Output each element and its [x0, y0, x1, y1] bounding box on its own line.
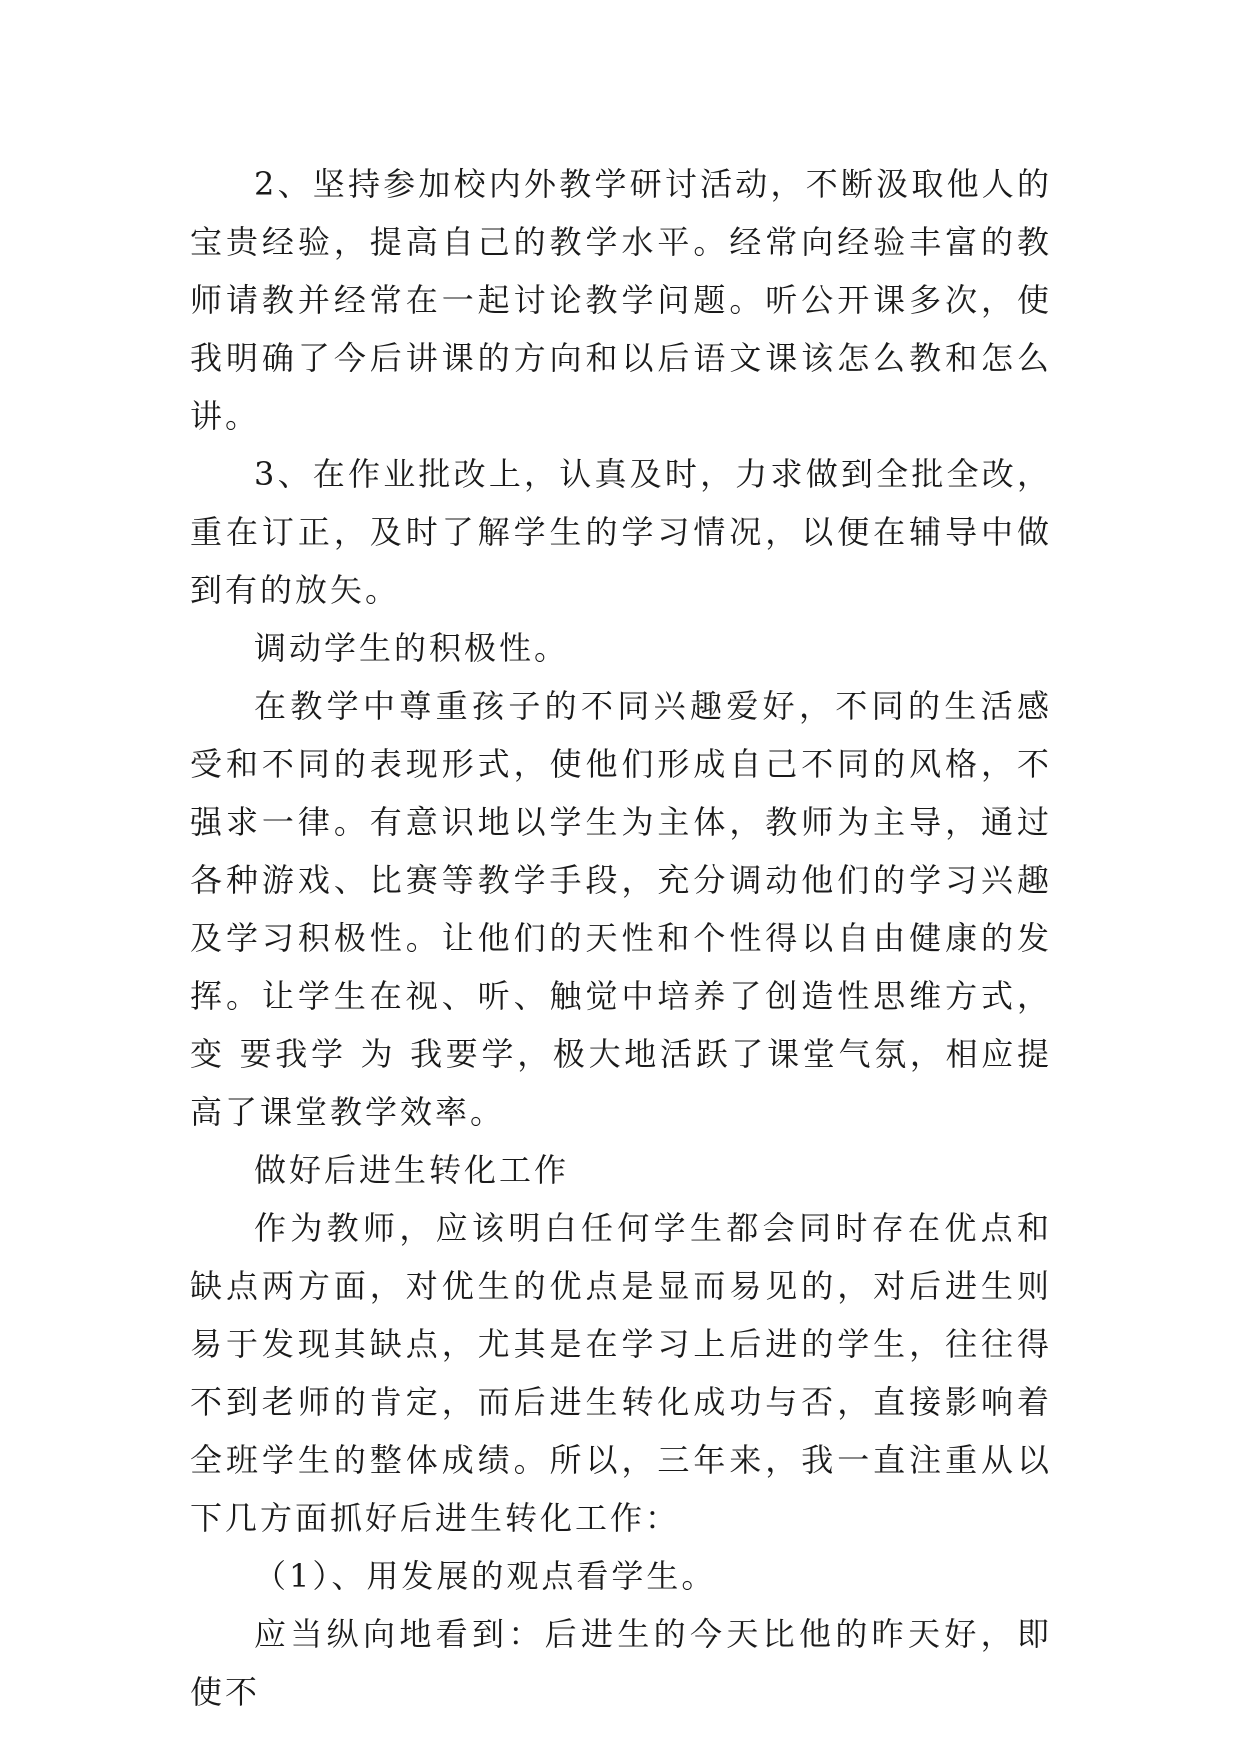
paragraph-item-3: 3、在作业批改上，认真及时，力求做到全批全改，重在订正，及时了解学生的学习情况，以便在辅导中做到有的放矢。 [190, 455, 1052, 609]
subheading-development-view: （1）、用发展的观点看学生。 [254, 1557, 717, 1595]
section-heading-underachievers: 做好后进生转化工作 [254, 1151, 570, 1189]
paragraph-underachievers: 作为教师，应该明白任何学生都会同时存在优点和缺点两方面，对优生的优点是显而易见的，对后进生则易于发现其缺点，尤其是在学习上后进的学生，往往得不到老师的肯定，而后进生转化成功与否，直接影响着全班学生的整体成绩。所以，三年来，我一直注重从以下几方面抓好后进生转化工作： [190, 1209, 1052, 1537]
paragraph-motivation: 在教学中尊重孩子的不同兴趣爱好，不同的生活感受和不同的表现形式，使他们形成自己不同的风格，不强求一律。有意识地以学生为主体，教师为主导，通过各种游戏、比赛等教学手段，充分调动他们的学习兴趣及学习积极性。让他们的天性和个性得以自由健康的发挥。让学生在视、听、触觉中培养了创造性思维方式，变 要我学 为 我要学，极大地活跃了课堂气氛，相应提高了课堂教学效率。 [190, 687, 1052, 1131]
section-heading-motivation: 调动学生的积极性。 [254, 629, 570, 667]
paragraph-item-2: 2、坚持参加校内外教学研讨活动，不断汲取他人的宝贵经验，提高自己的教学水平。经常向经验丰富的教师请教并经常在一起讨论教学问题。听公开课多次，使我明确了今后讲课的方向和以后语文课该怎么教和怎么讲。 [190, 165, 1052, 435]
paragraph-development-view: 应当纵向地看到：后进生的今天比他的昨天好，即使不 [190, 1615, 1052, 1711]
document-body [190, 155, 1052, 1721]
